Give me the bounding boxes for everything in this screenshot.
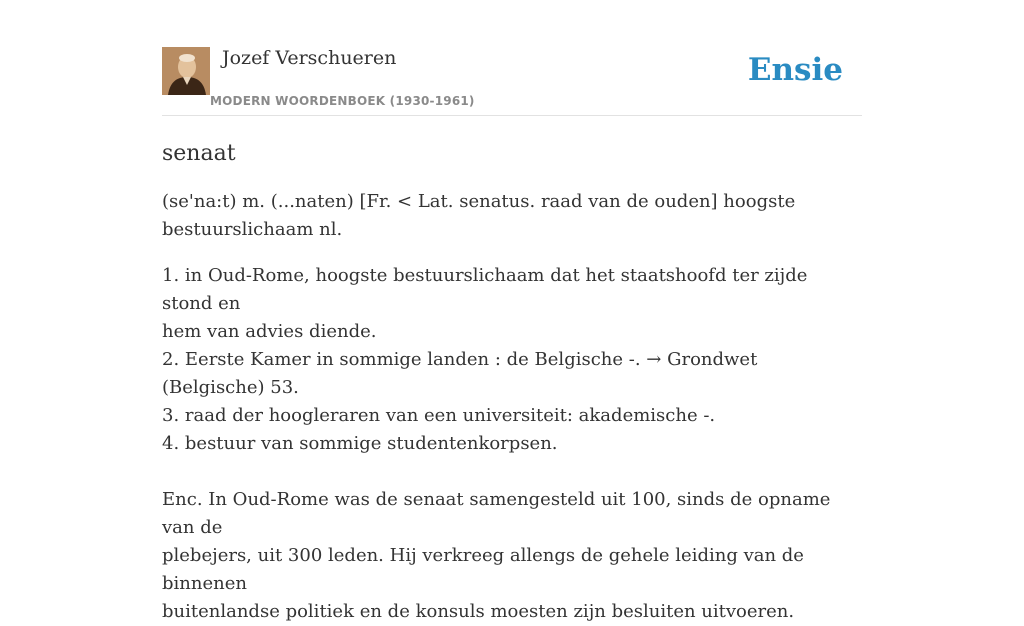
definition-line: hem van advies diende. <box>162 321 377 342</box>
header-divider <box>162 115 862 116</box>
encyclopedia-note <box>162 486 862 626</box>
author-portrait-icon <box>162 47 210 95</box>
etymology-line: (se'na:t) m. (...naten) [Fr. < Lat. senatus. raad van de ouden] hoogste <box>162 191 796 212</box>
definition-line: 4. bestuur van sommige studentenkorpsen. <box>162 433 558 454</box>
encyclopedia-line: Enc. In Oud-Rome was de senaat samengesteld uit 100, sinds de opname van de <box>162 489 831 538</box>
definition-line: 2. Eerste Kamer in sommige landen : de Belgische -. → Grondwet (Belgische) 53. <box>162 349 758 398</box>
author-name[interactable]: Jozef Verschueren <box>222 47 397 69</box>
source-label[interactable]: MODERN WOORDENBOEK (1930-1961) <box>210 94 475 108</box>
definition-list <box>162 262 862 458</box>
etymology-line: bestuurslichaam nl. <box>162 219 343 240</box>
entry-content <box>162 138 862 626</box>
encyclopedia-line: plebejers, uit 300 leden. Hij verkreeg allengs de gehele leiding van de binnenen <box>162 545 804 594</box>
etymology <box>162 188 862 244</box>
definition-line: 3. raad der hoogleraren van een universiteit: akademische -. <box>162 405 716 426</box>
definition-line: 1. in Oud-Rome, hoogste bestuurslichaam dat het staatshoofd ter zijde stond en <box>162 265 808 314</box>
paragraph-spacer <box>162 458 862 486</box>
ensie-logo-link[interactable]: Ensie <box>747 52 843 88</box>
encyclopedia-line: buitenlandse politiek en de konsuls moesten zijn besluiten uitvoeren. <box>162 601 795 622</box>
entry-title: senaat <box>162 141 236 166</box>
author-avatar[interactable] <box>162 47 210 95</box>
